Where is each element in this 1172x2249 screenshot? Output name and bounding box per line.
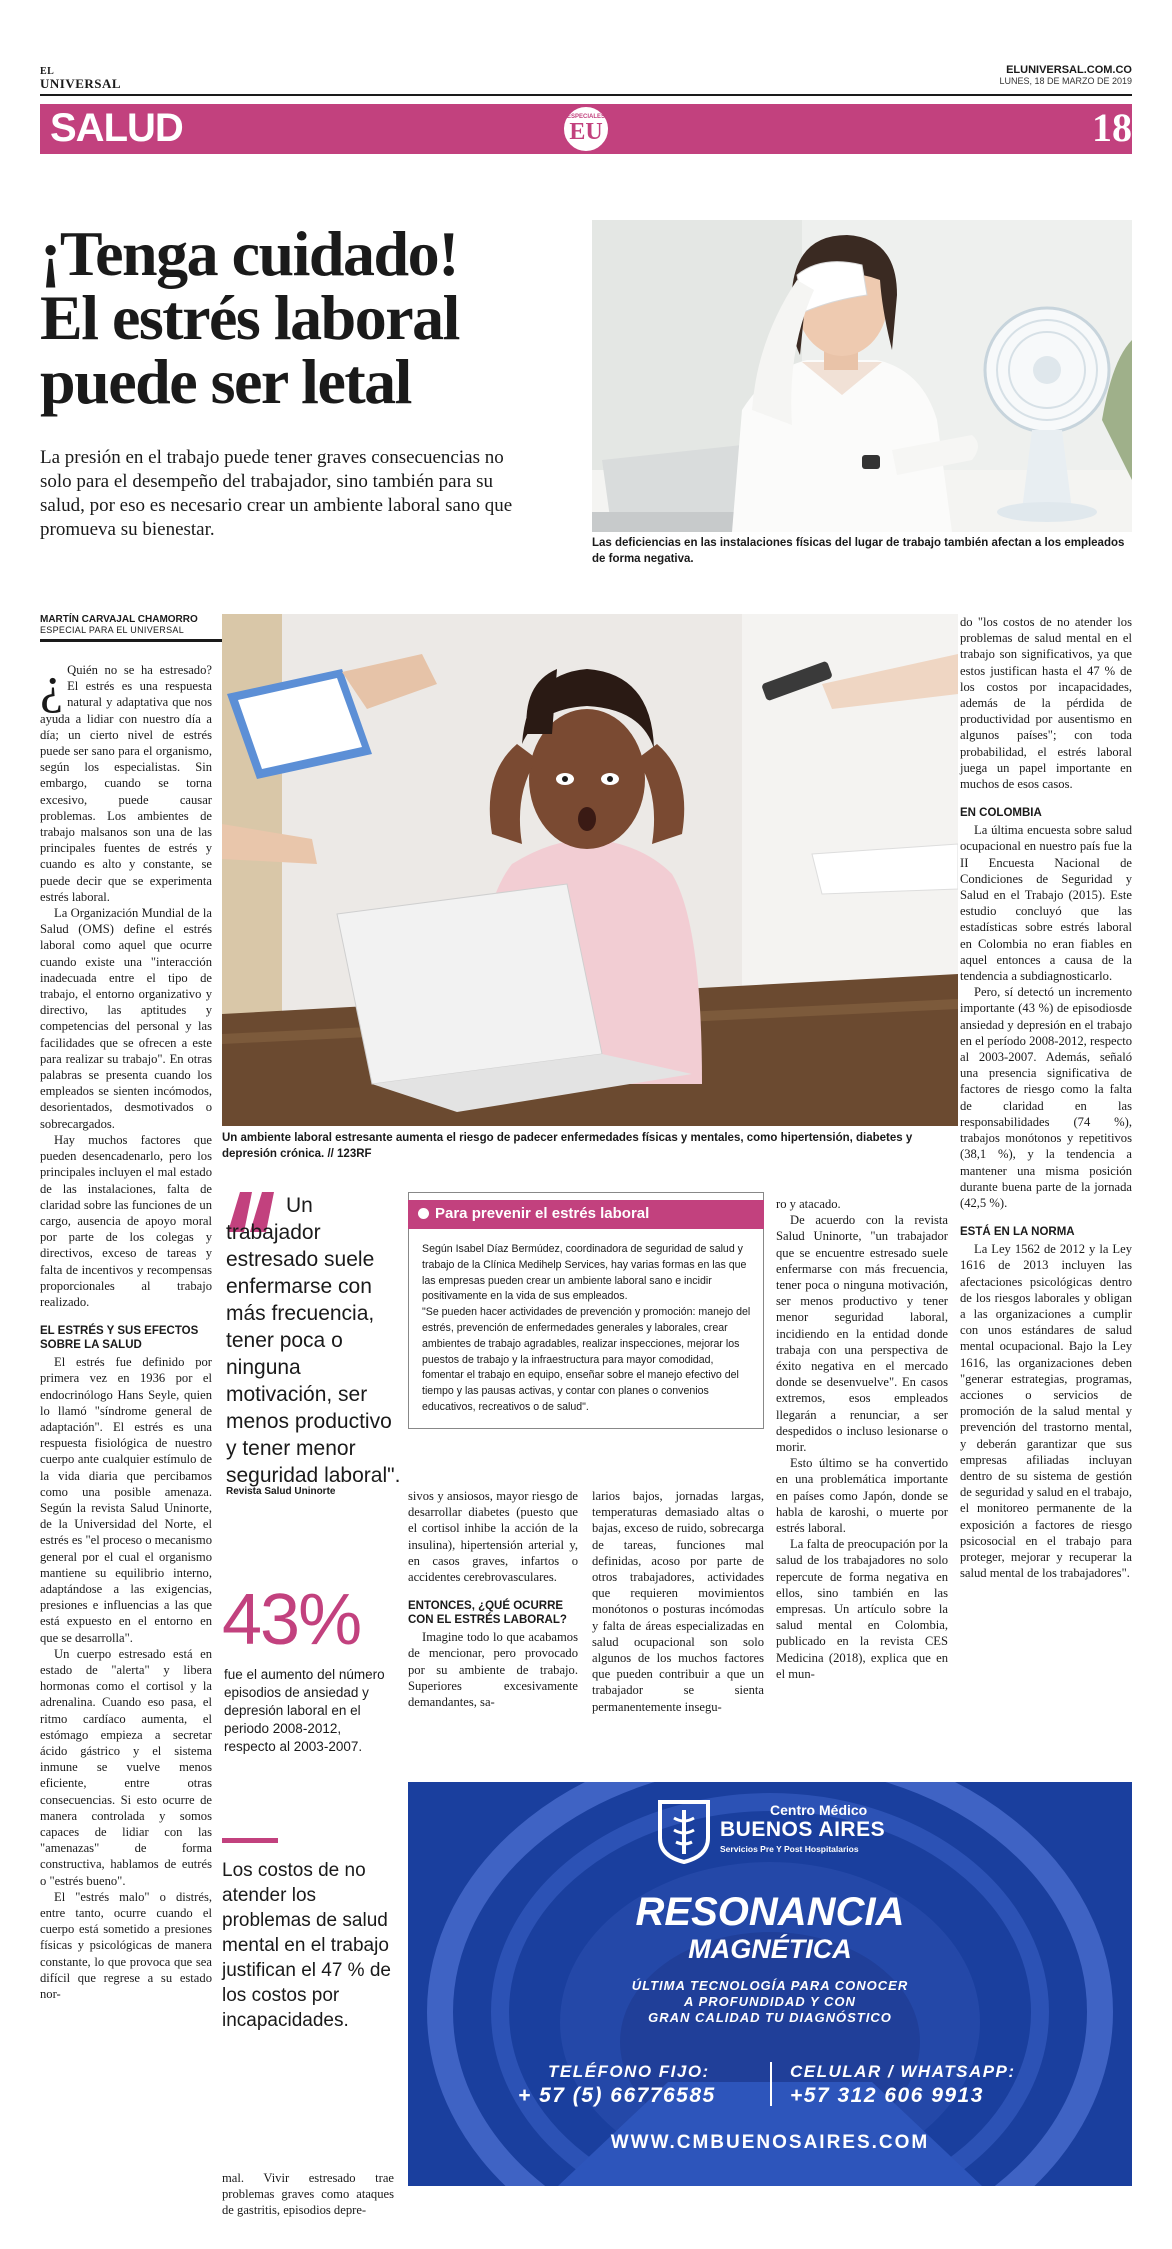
body-paragraph: larios bajos, jornadas largas, temperaturas demasiado altas o bajas, exceso de ruido, sobrecarga de tareas, funciones mal definidas, acoso por parte de otros trabajadores, actividades que requieren movimientos monótonos o posturas incómodas y falta de áreas especializadas en salud ocupacional son solo algunos de los muchos factores que pueden contribuir a que un trabajador se sienta permanentemente insegu- [592, 1489, 764, 1714]
header-rule [40, 94, 1132, 96]
ad-brand-small: Centro Médico [770, 1802, 868, 1818]
body-paragraph: La Ley 1562 de 2012 y la Ley 1616 de 2013 incluyen las afectaciones psicológicas dentro de los riesgos laborales y obligan a las organizaciones a cumplir con unos estándares de salud mental ocupacional. Bajo la Ley 1616, las organizaciones deben "generar estrategias, programas, acciones o servicios de promoción de la salud mental y prevención del trastorno mental, y deberán garantizar que sus empresas afiliadas incluyan dentro de su sistema de gestión de seguridad y salud en el trabajo, el monitoreo permanente de la exposición a factores de riesgo psicosocial en el trabajo para proteger, mejorar y recuperar la salud mental de los trabajadores". [960, 1242, 1132, 1581]
issue-date: LUNES, 18 DE MARZO DE 2019 [999, 76, 1132, 86]
sidebar-body [422, 1242, 752, 1416]
pull-quote-source: Revista Salud Uninorte [226, 1486, 336, 1497]
section-name: SALUD [50, 106, 183, 150]
page-number: 18 [1092, 105, 1132, 150]
ad-cell-number: +57 312 606 9913 [790, 2084, 984, 2107]
subhead: ENTONCES, ¿QUÉ OCURRE CON EL ESTRÉS LABORAL? [408, 1600, 567, 1627]
ad-brand-tagline: Servicios Pre Y Post Hospitalarios [720, 1844, 859, 1854]
sidebar-title-text: Para prevenir el estrés laboral [435, 1205, 650, 1222]
logo-line1: EL [40, 66, 55, 77]
sidebar-title [418, 1205, 649, 1222]
article-column-6 [960, 614, 1132, 1581]
photo-stressed-worker [222, 614, 958, 1126]
ad-brand-big: BUENOS AIRES [720, 1818, 886, 1841]
advertisement [408, 1782, 1132, 2186]
newspaper-logo [40, 66, 121, 90]
big-statistic: 43% [222, 1580, 361, 1660]
body-paragraph: De acuerdo con la revista Salud Uninorte, "un trabajador que se encuentre estresado suele enfermarse con más frecuencia, tener poca o ninguna motivación, ser menos productivo y tener menor seguridad laboral, incidiendo en la entidad donde trabaja con una perspectiva de éxito negativa en el mercado donde se desenvuelve". En casos extremos, esos empleados llegarán a renunciar, a ser despedidos o incluso lesionarse o morir. [776, 1213, 948, 1455]
medical-caduceus-icon [656, 1798, 712, 1864]
headline-line3: puede ser letal [40, 346, 411, 417]
badge-big-text: EU [569, 119, 603, 145]
photo-overheated-worker [592, 220, 1132, 532]
photo2-caption: Un ambiente laboral estresante aumenta el riesgo de padecer enfermedades físicas y mentales, como hipertensión, diabetes y depresión crónica. // 123RF [222, 1132, 913, 1160]
headline-line2: El estrés laboral [40, 282, 459, 353]
ad-website: WWW.CMBUENOSAIRES.COM [610, 2132, 930, 2153]
body-paragraph: ro y atacado. [776, 1197, 841, 1211]
body-paragraph: Esto último se ha convertido en una problemática importante en países como Japón, donde se habla de karoshi, o muerte por estrés laboral. [776, 1456, 948, 1536]
ad-cell-label: CELULAR / WHATSAPP: [790, 2062, 1016, 2081]
lead-paragraph [40, 657, 212, 905]
photo-stressed-worker-image [222, 614, 958, 1126]
byline-name: MARTÍN CARVAJAL CHAMORRO [40, 614, 198, 625]
pull-quote-text: Un trabajador estresado suele enfermarse con más frecuencia, tener poca o ninguna motivación, ser menos productivo y tener menor seguridad laboral". [226, 1194, 401, 1487]
ad-title-line1: RESONANCIA [635, 1890, 905, 1934]
article-column-1 [40, 657, 212, 2002]
ad-title-line2: MAGNÉTICA [688, 1934, 852, 1964]
photo-overheated-worker-image [592, 220, 1132, 532]
subhead: EN COLOMBIA [960, 807, 1042, 820]
bullet-dot-icon [418, 1208, 429, 1219]
article-column-4 [592, 1488, 764, 1715]
body-paragraph: La última encuesta sobre salud ocupacional en nuestro país fue la II Encuesta Nacional de Condiciones de Seguridad y Salud en el Trabajo (2015). Este estudio concluyó que las estadísticas sobre estrés laboral en Colombia no eran fiables en aquel entonces a causa de la tendencia a subdiagnosticarlo. [960, 823, 1132, 984]
body-paragraph: Hay muchos factores que pueden desencadenarlo, pero los principales incluyen el mal estado de las instalaciones, falta de claridad sobre las funciones de un cargo, ausencia de apoyo moral por parte de los colegas y directivos, exceso de tareas y falta de incentivos y recompensas proporcionales al trabajo realizado. [40, 1132, 212, 1309]
ad-tagline-1: ÚLTIMA TECNOLOGÍA PARA CONOCER [631, 1978, 909, 1993]
ad-tagline-3: GRAN CALIDAD TU DIAGNÓSTICO [648, 2010, 892, 2025]
statistic-description: fue el aumento del número episodios de ansiedad y depresión laboral en el periodo 2008-2012, respecto al 2003-2007. [224, 1667, 385, 1754]
accent-rule [222, 1838, 278, 1843]
body-paragraph: Imagine todo lo que acabamos de mencionar, pero provocado por su ambiente de trabajo. Superiores excesivamente demandantes, sa- [408, 1630, 578, 1710]
article-column-2-tail [222, 2170, 394, 2219]
body-paragraph: La falta de preocupación por la salud de los trabajadores no solo repercute de forma negativa en ellos, sino también en las empresas. Un artículo sobre la salud mental en Colombia, publicado en la revista CES Medicina (2018), explica que en el mun- [776, 1537, 948, 1681]
photo1-caption: Las deficiencias en las instalaciones físicas del lugar de trabajo también afectan a los empleados de forma negativa. [592, 537, 1125, 565]
body-paragraph: do "los costos de no atender los problemas de salud mental en el trabajo son significativos, ya que estos justifican hasta el 47 % de los costos por incapacidades, además de la pérdida de productividad por ausentismo en algunos países"; con toda probabilidad, el estrés laboral juega un papel importante en muchos de esos casos. [960, 615, 1132, 792]
site-url: ELUNIVERSAL.COM.CO [1006, 64, 1132, 76]
ad-divider [770, 2062, 772, 2106]
ad-phone-number: + 57 (5) 66776585 [518, 2084, 716, 2107]
headline [40, 218, 560, 417]
sidebar-paragraph: Según Isabel Díaz Bermúdez, coordinadora de seguridad de salud y trabajo de la Clínica Medihelp Services, hay varias formas en las que las empresas pueden crear un ambiente laboral sano e incidir positivamente en la vida de sus empleados. [422, 1243, 747, 1303]
byline-role: ESPECIAL PARA EL UNIVERSAL [40, 625, 185, 635]
deck: La presión en el trabajo puede tener graves consecuencias no solo para el desempeño del trabajador, sino también para su salud, por eso es necesario crear un ambiente laboral sano que promueva su bienestar. [40, 447, 513, 540]
badge-small-text: ESPECIALES [566, 114, 605, 120]
body-paragraph: El estrés fue definido por primera vez en 1936 por el endocrinólogo Hans Seyle, quien lo llamó "síndrome general de adaptación". El estrés es una respuesta fisiológica de nuestro cuerpo ante cualquier estímulo de la vida diaria que percibamos como una posible amenaza. Según la revista Salud Uninorte, de la Universidad del Norte, el estrés es "el proceso o mecanismo general por el cual el organismo mantiene su equilibrio interno, adaptándose a las exigencias, presiones e influencias a las que está expuesto en el entorno en que se desarrolla". [40, 1355, 212, 1645]
body-paragraph: Pero, sí detectó un incremento importante (43 %) de episodiosde ansiedad y depresión en el trabajo en el período 2008-2012, respecto al 2003-2007. Además, señaló una presencia significativa de factores de riesgo como la falta de claridad en las responsabilidades (74 %), trabajos monótonos y repetitivos (38,1 %), y la tendencia a mantener una misma posición durante buena parte de la jornada (42,5 %). [960, 985, 1132, 1210]
logo-line2: UNIVERSAL [40, 76, 122, 91]
byline [40, 614, 226, 642]
subhead: EL ESTRÉS Y SUS EFECTOS SOBRE LA SALUD [40, 1325, 199, 1352]
lead-paragraph-text: Quién no se ha estresado? El estrés es una respuesta natural y adaptativa que nos ayuda a lidiar con nuestro día a día; un cierto nivel de estrés puede ser sano para el organismo, según los especialistas. Sin embargo, cuando se torna excesivo, puede causar problemas. Los ambientes de trabajo malsanos son una de las principales fuentes de estrés y cuando es alto y constante, se puede decir que se experimenta estrés laboral. [40, 663, 212, 904]
body-paragraph: sivos y ansiosos, mayor riesgo de desarrollar diabetes (puesto que el cortisol inhibe la acción de la insulina), hipertensión arterial y, en casos graves, infartos o accidentes cerebrovasculares. [408, 1489, 578, 1585]
article-column-5 [776, 1196, 948, 1682]
article-column-3 [408, 1488, 578, 1710]
body-paragraph: La Organización Mundial de la Salud (OMS) define el estrés laboral como aquel que ocurre cuando existe una "interacción inadecuada entre el tipo de trabajo, el entorno organizativo y directivo, las aptitudes y competencias del personal y las facilidades que se ofrecen a este para realizar su trabajo". En otras palabras se presenta cuando los empleados se sienten incómodos, desorientados, desmotivados o sobrecargados. [40, 906, 212, 1131]
sidebar-paragraph: "Se pueden hacer actividades de prevención y promoción: manejo del estrés, prevención de enfermedades generales y laborales, crear ambientes de trabajo agradables, realizar inspecciones, mejorar los puestos de trabajo y la infraestructura para mayor comodidad, fomentar el trabajo en equipo, enseñar sobre el manejo efectivo del tiempo y las pausas activas, y contar con planes o convenios educativos, recreativos o de salud". [422, 1306, 751, 1413]
pull-quote [226, 1192, 402, 1489]
headline-line1: ¡Tenga cuidado! [40, 218, 458, 289]
body-paragraph: mal. Vivir estresado trae problemas graves como ataques de gastritis, episodios depre- [222, 2171, 394, 2218]
body-paragraph: Un cuerpo estresado está en estado de "alerta" y libera hormonas como el cortisol y la adrenalina. Cuando eso pasa, el ritmo cardíaco aumenta, el estómago empieza a secretar ácido gástrico y el sistema inmune se vuelve menos eficiente, entre otras consecuencias. Si esto ocurre de manera controlada y somos capaces de lidiar con las "amenazas" de forma constructiva, hablamos de eutrés o "estrés bueno". [40, 1646, 212, 1888]
subhead: ESTÁ EN LA NORMA [960, 1226, 1075, 1239]
body-paragraph: El "estrés malo" o distrés, entre tanto, ocurre cuando el cuerpo está sometido a presiones físicas y psicológicas de manera constante, lo que provoca que sea difícil que regrese a su estado nor- [40, 1889, 212, 2002]
drop-cap: ¿ [40, 657, 64, 714]
highlight-statement: Los costos de no atender los problemas de salud mental en el trabajo justifican el 47 % de los costos por incapacidades. [222, 1860, 391, 2031]
especiales-badge [562, 105, 610, 153]
ad-phone-label: TELÉFONO FIJO: [548, 2062, 710, 2081]
ad-tagline-2: A PROFUNDIDAD Y CON [684, 1994, 856, 2009]
header-meta [999, 64, 1132, 86]
